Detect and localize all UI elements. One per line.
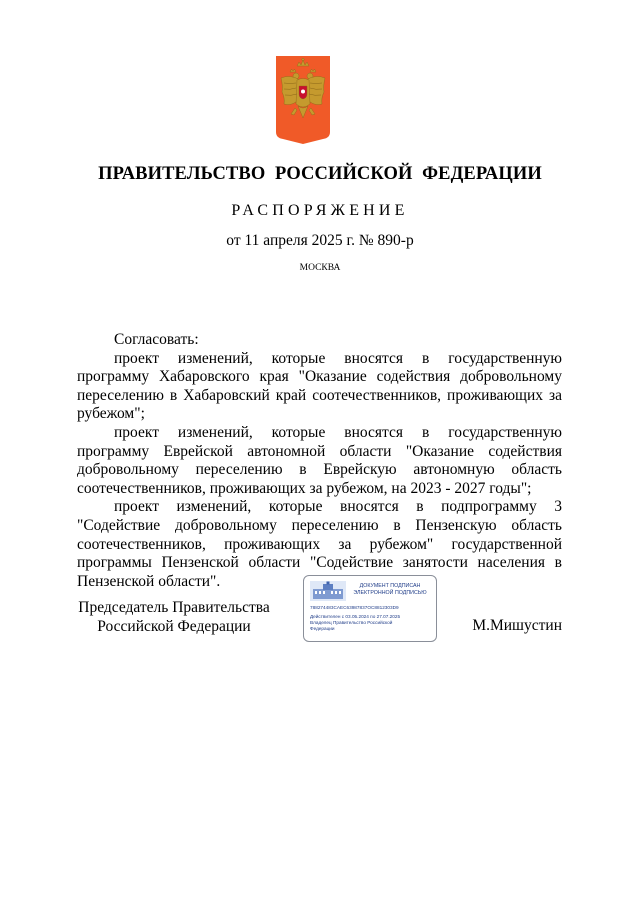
electronic-signature-stamp (303, 575, 437, 642)
stamp-owner: Федерации (310, 626, 335, 631)
stamp-validity: Действителен с 03.05.2024 по 27.07.2025 (310, 614, 401, 619)
signer-position-line: Российской Федерации (97, 618, 251, 635)
paragraph: проект изменений, которые вносятся в подпрограмму 3 "Содействие добровольному переселению в Пензенскую область соотечественников, проживающих за рубежом" государственной программы Пензенской области "Содействие занятости населения в Пензенской области". (77, 498, 562, 590)
document-city: МОСКВА (299, 263, 341, 273)
signer-position-line: Председатель Правительства (78, 599, 270, 616)
coat-of-arms-icon (276, 56, 330, 144)
government-title: ПРАВИТЕЛЬСТВО РОССИЙСКОЙ ФЕДЕРАЦИИ (98, 164, 542, 184)
stamp-title (346, 583, 434, 597)
signer-position (62, 598, 286, 636)
paragraph: проект изменений, которые вносятся в государственную программу Еврейской автономной области "Оказание содействия добровольному переселению в Еврейскую автономную область соотечественников, проживающих за рубежом, на 2023 - 2027 годы"; (77, 423, 562, 497)
order-text (77, 331, 562, 591)
government-building-icon (310, 581, 346, 601)
stamp-title-line: ЭЛЕКТРОННОЙ ПОДПИСЬЮ (353, 590, 427, 596)
paragraph: Согласовать: (114, 331, 199, 348)
document-type: РАСПОРЯЖЕНИЕ (231, 202, 409, 219)
signer-name: М.Мишустин (472, 617, 562, 634)
stamp-owner: Владелец Правительство Российской (310, 620, 393, 625)
stamp-certificate: 788274483CAEC63987837OC8812303D9 (310, 605, 399, 610)
stamp-title-line: ДОКУМЕНТ ПОДПИСАН (359, 583, 421, 589)
document-date-number: от 11 апреля 2025 г. № 890-р (226, 232, 414, 249)
paragraph: проект изменений, которые вносятся в государственную программу Хабаровского края "Оказание содействия добровольному переселению в Хабаровский край соотечественников, проживающих за рубежом"; (77, 349, 562, 423)
